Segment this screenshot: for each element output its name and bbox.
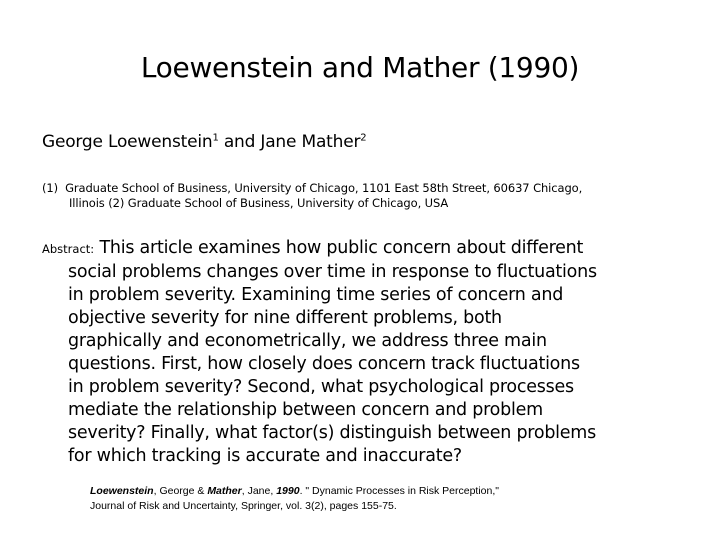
affiliation-line-1: (1) Graduate School of Business, University of Chicago, 1101 East 58th Street, 60637 Chicago, xyxy=(42,181,583,195)
slide-title: Loewenstein and Mather (1990) xyxy=(140,51,580,84)
author-superscript-2: 2 xyxy=(360,132,367,144)
citation-year: 1990 xyxy=(276,485,300,497)
author-connector: and xyxy=(218,132,261,152)
abstract xyxy=(42,237,682,468)
abstract-line: severity? Finally, what factor(s) distinguish between problems xyxy=(68,423,596,443)
abstract-line: objective severity for nine different problems, both xyxy=(68,308,502,328)
abstract-line: social problems changes over time in response to fluctuations xyxy=(68,262,597,282)
citation-line-1 xyxy=(90,484,690,499)
affiliations xyxy=(42,181,682,211)
author-name-1: George Loewenstein xyxy=(42,132,213,152)
citation-line-2: Journal of Risk and Uncertainty, Springer, vol. 3(2), pages 155-75. xyxy=(90,500,397,512)
abstract-first-line xyxy=(42,237,682,261)
author-superscript-1: 1 xyxy=(212,132,219,144)
abstract-line: mediate the relationship between concern and problem xyxy=(68,400,543,420)
abstract-line: questions. First, how closely does concern track fluctuations xyxy=(68,354,580,374)
author-line xyxy=(42,130,366,154)
abstract-line: in problem severity. Examining time series of concern and xyxy=(68,285,564,305)
citation-author-2: Mather xyxy=(207,485,242,497)
abstract-line-1: This article examines how public concern about different xyxy=(94,238,584,258)
abstract-line: for which tracking is accurate and inaccurate? xyxy=(68,446,462,466)
citation-author-1: Loewenstein xyxy=(90,485,154,497)
citation-text-3: . " Dynamic Processes in Risk Perception," xyxy=(299,485,500,497)
abstract-line: in problem severity? Second, what psychological processes xyxy=(68,377,574,397)
affiliation-line-2: Illinois (2) Graduate School of Business, University of Chicago, USA xyxy=(69,196,449,210)
citation-text-1: , George & xyxy=(153,485,208,497)
citation xyxy=(90,484,690,514)
citation-text-2: , Jane, xyxy=(241,485,277,497)
abstract-line: graphically and econometrically, we address three main xyxy=(68,331,547,351)
author-name-2: Jane Mather xyxy=(260,132,361,152)
abstract-label: Abstract: xyxy=(42,242,95,256)
